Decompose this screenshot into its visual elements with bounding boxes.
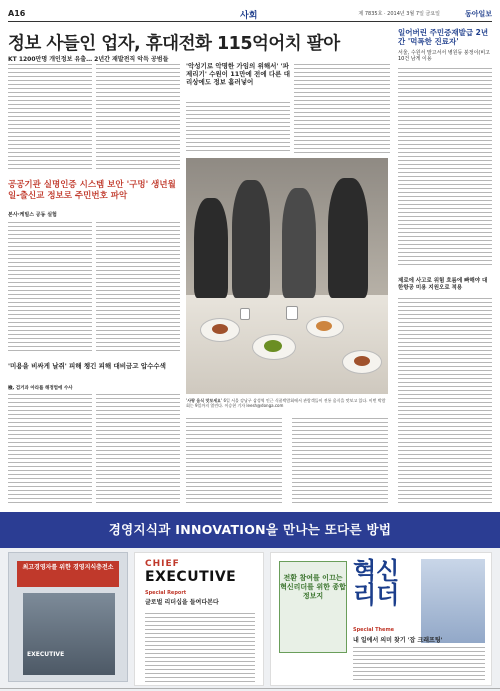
newspaper-logo: 동아일보 <box>464 10 492 18</box>
article-body-right1 <box>398 68 492 268</box>
caption-lead: '사랑 음식 맛보세요' <box>186 398 223 403</box>
ad2-brand-top: CHIEF <box>145 559 180 569</box>
ad-chief-executive[interactable] <box>134 552 264 686</box>
ad3-cover-image <box>421 559 485 643</box>
ad2-special: Special Report <box>145 590 187 596</box>
bottom-left-title: '미용을 비싸게 날쥐' 피해 챙긴 피해 대비금고 압수수색 <box>8 362 166 370</box>
ad3-left-box: 전환 참여를 이끄는 혁신리더를 위한 종합 정보지 <box>279 561 347 653</box>
ad-innovation-leader[interactable] <box>270 552 492 686</box>
article-body-col4b <box>292 418 388 504</box>
ad2-brand: EXECUTIVE <box>145 569 237 585</box>
article-body-col2 <box>96 64 180 172</box>
photo-caption <box>186 398 388 408</box>
issue-info: 제 7835호 · 2014년 3월 7일 금요일 <box>358 11 440 17</box>
article-body-col3b <box>186 418 282 504</box>
news-photo <box>186 158 388 394</box>
mid-left-title: 공공기관 실명인증 시스템 보안 '구멍' 생년월일-출신교 정보로 주민번호 파악 <box>8 180 176 201</box>
ad1-cover-text: EXECUTIVE <box>27 651 65 658</box>
ad-banner[interactable]: 경영지식과 INNOVATION을 만나는 또다른 방법 <box>0 512 500 548</box>
article-body-col3 <box>186 102 290 154</box>
page-header <box>8 8 492 22</box>
bottom-left-sub: 檢, 검거과 아라를 해정법에 수사 <box>8 386 73 391</box>
ad3-special: Special Theme <box>353 627 395 633</box>
right-mid-title: 제로에 사고로 위험 흐름에 빠해야 대한항공 미용 지원오로 적용 <box>398 278 488 291</box>
article-body-botleft1 <box>8 394 92 504</box>
page-number: A16 <box>8 9 26 18</box>
article-body-right2 <box>398 298 492 504</box>
article-body-col4 <box>294 64 390 154</box>
ad3-title: 내 일에서 의미 찾기 '잡 크래프팅' <box>353 637 443 644</box>
main-headline: 정보 사들인 업자, 휴대전화 115억어치 팔아 <box>8 34 340 54</box>
right-top-title: 일어버린 주민증재발급 2년간 '먹폭한 진료자' <box>398 28 489 47</box>
mid-left-kicker: 본사·케빌스 공동 실험 <box>8 212 57 218</box>
main-subhead: KT 1200만명 개인정보 유출… 2년간 재발전직 악득 공범들 <box>8 56 169 63</box>
ad3-text-lines <box>353 647 485 683</box>
ad-executive-cover[interactable] <box>8 552 128 682</box>
article-body-midleft1 <box>8 222 92 352</box>
ad2-title: 글로벌 리더십을 들여다본다 <box>145 599 219 606</box>
article-body-botleft2 <box>96 394 180 504</box>
right-top-sub: 서울, 수원서 말고서서 병원등 붕정이(비고 10건 남게 이용 <box>398 50 491 63</box>
ad1-cover-image <box>23 593 115 675</box>
mid-column-title: '악성기로 악명한 가임의 위해서' '파제리기' 수원이 11만에 전에 다른 대리상에도 정보 흘러넣어 <box>186 62 290 87</box>
caption-text: 6일 서울 강남구 삼성역 인근 식품박람회에서 관람객들이 전통 음식을 맛보고 있다. 이번 박람회는 9일까지 열린다. 이승현 기자 leesh@donga.com <box>186 398 386 409</box>
ad-section <box>0 512 500 691</box>
article-body-col1 <box>8 64 92 172</box>
article-body-midleft2 <box>96 222 180 352</box>
section-name: 사회 <box>240 11 258 21</box>
ad3-logo: 혁신리더 <box>353 557 400 609</box>
ad1-badge: 최고경영자를 위한 경영지식층전소 <box>17 561 119 587</box>
ad2-text-lines <box>145 613 255 683</box>
